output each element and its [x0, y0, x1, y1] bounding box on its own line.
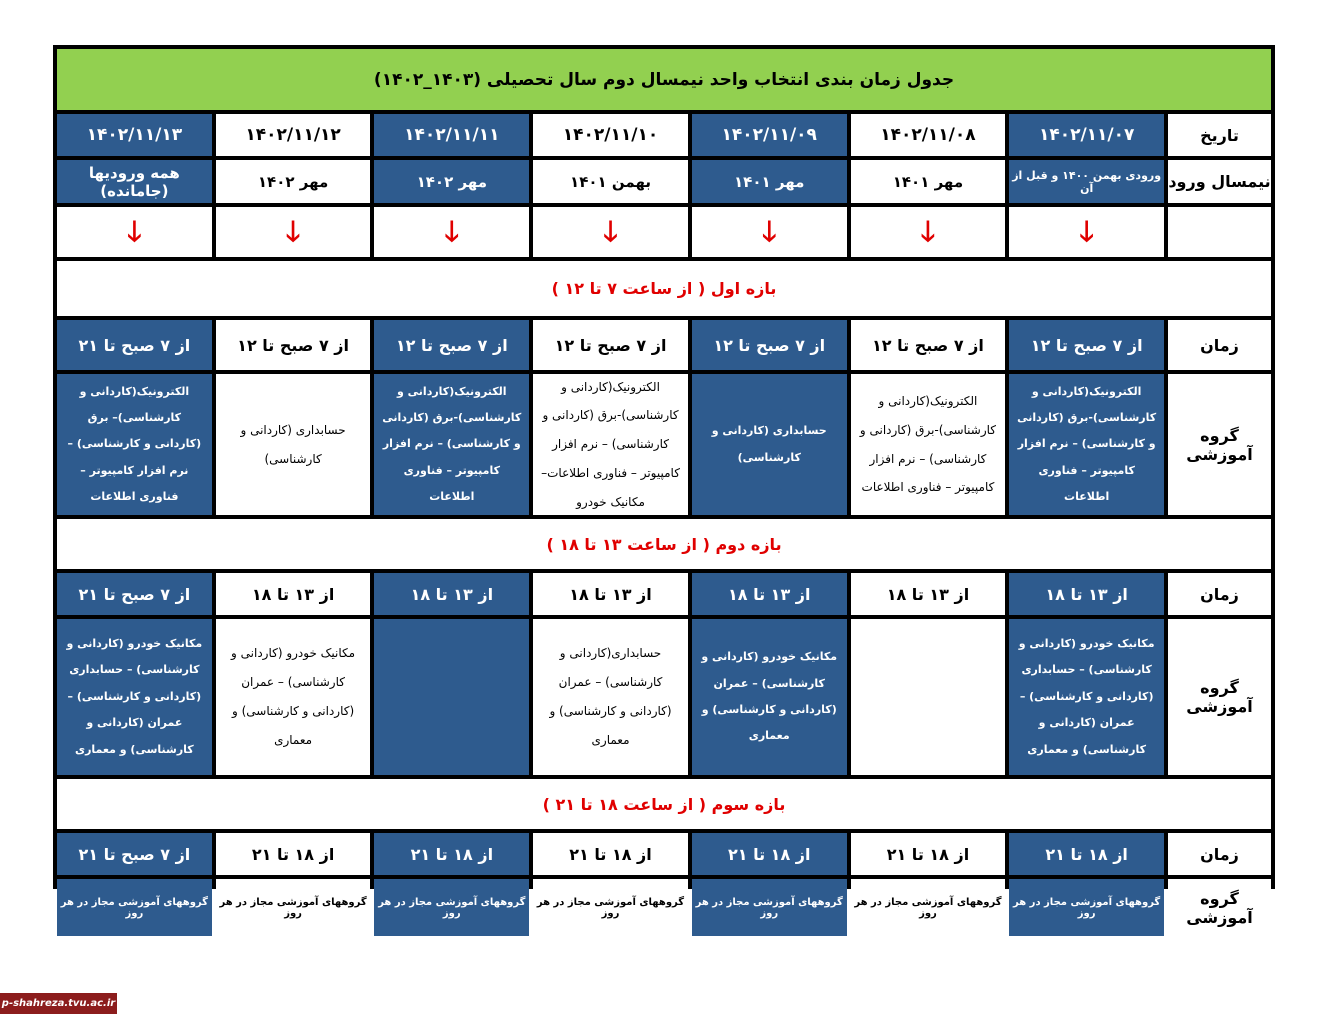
- time-cell: از ۷ صبح تا ۱۲: [374, 320, 529, 370]
- group-cell: [374, 619, 529, 775]
- date-cell: ۱۴۰۲/۱۱/۱۱: [374, 114, 529, 156]
- semester-cell: مهر ۱۴۰۱: [851, 160, 1006, 203]
- time-cell: از ۱۳ تا ۱۸: [374, 573, 529, 615]
- time-cell: از ۱۸ تا ۲۱: [1009, 833, 1164, 875]
- arrow-down-icon: 🡓: [920, 215, 936, 248]
- arrow-down-icon: 🡓: [285, 215, 301, 248]
- down-arrow-cell: [1009, 207, 1164, 257]
- time-cell: از ۱۳ تا ۱۸: [1009, 573, 1164, 615]
- group-cell: مکانیک خودرو (کاردانی و کارشناسی) – حسابداری (کاردانی و کارشناسی) – عمران (کاردانی و کارشناسی) و معماری: [1009, 619, 1164, 775]
- group-cell: گروههای آموزشی مجاز در هر روز: [57, 879, 212, 936]
- time-cell: از ۷ صبح تا ۲۱: [57, 320, 212, 370]
- semester-cell: مهر ۱۴۰۲: [216, 160, 371, 203]
- time-cell: از ۱۸ تا ۲۱: [216, 833, 371, 875]
- group-cell: مکانیک خودرو (کاردانی و کارشناسی) – عمران (کاردانی و کارشناسی) و معماری: [692, 619, 847, 775]
- time-cell: از ۱۳ تا ۱۸: [692, 573, 847, 615]
- group-cell: الکترونیک(کاردانی و کارشناسی)-برق (کاردانی و کارشناسی) – نرم افزار کامپیوتر – فناوری اطلاعات– مکانیک خودرو: [533, 374, 688, 515]
- label-time: زمان: [1168, 833, 1271, 875]
- date-cell: ۱۴۰۲/۱۱/۰۹: [692, 114, 847, 156]
- label-time: زمان: [1168, 320, 1271, 370]
- arrow-row-spacer: [1168, 207, 1271, 257]
- down-arrow-cell: [851, 207, 1006, 257]
- date-cell: ۱۴۰۲/۱۱/۰۷: [1009, 114, 1164, 156]
- group-cell: گروههای آموزشی مجاز در هر روز: [216, 879, 371, 936]
- date-cell: ۱۴۰۲/۱۱/۱۳: [57, 114, 212, 156]
- period-band: بازه اول ( از ساعت ۷ تا ۱۲ ): [57, 261, 1271, 316]
- date-cell: ۱۴۰۲/۱۱/۰۸: [851, 114, 1006, 156]
- time-cell: از ۷ صبح تا ۱۲: [533, 320, 688, 370]
- time-cell: از ۱۳ تا ۱۸: [216, 573, 371, 615]
- time-cell: از ۷ صبح تا ۱۲: [1009, 320, 1164, 370]
- time-cell: از ۷ صبح تا ۲۱: [57, 573, 212, 615]
- group-cell: گروههای آموزشی مجاز در هر روز: [692, 879, 847, 936]
- arrow-down-icon: 🡓: [1079, 215, 1094, 248]
- down-arrow-cell: [533, 207, 688, 257]
- time-cell: از ۱۸ تا ۲۱: [533, 833, 688, 875]
- date-cell: ۱۴۰۲/۱۱/۱۲: [216, 114, 371, 156]
- date-cell: ۱۴۰۲/۱۱/۱۰: [533, 114, 688, 156]
- group-cell: حسابداری (کاردانی و کارشناسی): [216, 374, 371, 515]
- group-cell: الکترونیک(کاردانی و کارشناسی)– برق (کاردانی و کارشناسی) – نرم افزار کامپیوتر – فناوری اطلاعات: [57, 374, 212, 515]
- time-cell: از ۱۸ تا ۲۱: [692, 833, 847, 875]
- group-cell: مکانیک خودرو (کاردانی و کارشناسی) – حسابداری (کاردانی و کارشناسی) – عمران (کاردانی و کارشناسی) و معماری: [57, 619, 212, 775]
- label-date: تاریخ: [1168, 114, 1271, 156]
- label-group: گروه آموزشی: [1168, 374, 1271, 515]
- down-arrow-cell: [692, 207, 847, 257]
- semester-cell: مهر ۱۴۰۱: [692, 160, 847, 203]
- arrow-down-icon: 🡓: [761, 215, 777, 248]
- page-title: جدول زمان بندی انتخاب واحد نیمسال دوم سال تحصیلی (۱۴۰۳_۱۴۰۲): [57, 49, 1271, 110]
- group-cell: الکترونیک(کاردانی و کارشناسی)-برق (کاردانی و کارشناسی) – نرم افزار کامپیوتر – فناوری اطلاعات: [851, 374, 1006, 515]
- label-group: گروه آموزشی: [1168, 619, 1271, 775]
- semester-cell: همه ورودیها (جامانده): [57, 160, 212, 203]
- time-cell: از ۱۳ تا ۱۸: [851, 573, 1006, 615]
- group-cell: حسابداری (کاردانی و کارشناسی): [692, 374, 847, 515]
- label-group: گروه آموزشی: [1168, 879, 1271, 936]
- group-cell: مکانیک خودرو (کاردانی و کارشناسی) – عمران (کاردانی و کارشناسی) و معماری: [216, 619, 371, 775]
- time-cell: از ۷ صبح تا ۱۲: [216, 320, 371, 370]
- schedule-table: [53, 45, 1275, 927]
- period-band: بازه دوم ( از ساعت ۱۳ تا ۱۸ ): [57, 519, 1271, 569]
- arrow-down-icon: 🡓: [603, 215, 618, 248]
- label-time: زمان: [1168, 573, 1271, 615]
- time-cell: از ۱۸ تا ۲۱: [374, 833, 529, 875]
- group-cell: الکترونیک(کاردانی و کارشناسی)-برق (کاردانی و کارشناسی) – نرم افزار کامپیوتر – فناوری اطلاعات: [374, 374, 529, 515]
- footer-url: p-shahreza.tvu.ac.ir: [0, 993, 117, 1014]
- time-cell: از ۷ صبح تا ۲۱: [57, 833, 212, 875]
- group-cell: [851, 619, 1006, 775]
- arrow-down-icon: 🡓: [127, 215, 142, 248]
- period-band: بازه سوم ( از ساعت ۱۸ تا ۲۱ ): [57, 779, 1271, 829]
- down-arrow-cell: [216, 207, 371, 257]
- group-cell: گروههای آموزشی مجاز در هر روز: [851, 879, 1006, 936]
- time-cell: از ۱۸ تا ۲۱: [851, 833, 1006, 875]
- arrow-down-icon: 🡓: [444, 215, 460, 248]
- semester-cell: مهر ۱۴۰۲: [374, 160, 529, 203]
- group-cell: گروههای آموزشی مجاز در هر روز: [533, 879, 688, 936]
- time-cell: از ۱۳ تا ۱۸: [533, 573, 688, 615]
- semester-cell: ورودی بهمن ۱۴۰۰ و قبل از آن: [1009, 160, 1164, 203]
- down-arrow-cell: [57, 207, 212, 257]
- group-cell: گروههای آموزشی مجاز در هر روز: [374, 879, 529, 936]
- group-cell: الکترونیک(کاردانی و کارشناسی)-برق (کاردانی و کارشناسی) – نرم افزار کامپیوتر – فناوری اطلاعات: [1009, 374, 1164, 515]
- time-cell: از ۷ صبح تا ۱۲: [851, 320, 1006, 370]
- group-cell: حسابداری(کاردانی و کارشناسی) – عمران (کاردانی و کارشناسی) و معماری: [533, 619, 688, 775]
- group-cell: گروههای آموزشی مجاز در هر روز: [1009, 879, 1164, 936]
- time-cell: از ۷ صبح تا ۱۲: [692, 320, 847, 370]
- label-semester: نیمسال ورود: [1168, 160, 1271, 203]
- semester-cell: بهمن ۱۴۰۱: [533, 160, 688, 203]
- down-arrow-cell: [374, 207, 529, 257]
